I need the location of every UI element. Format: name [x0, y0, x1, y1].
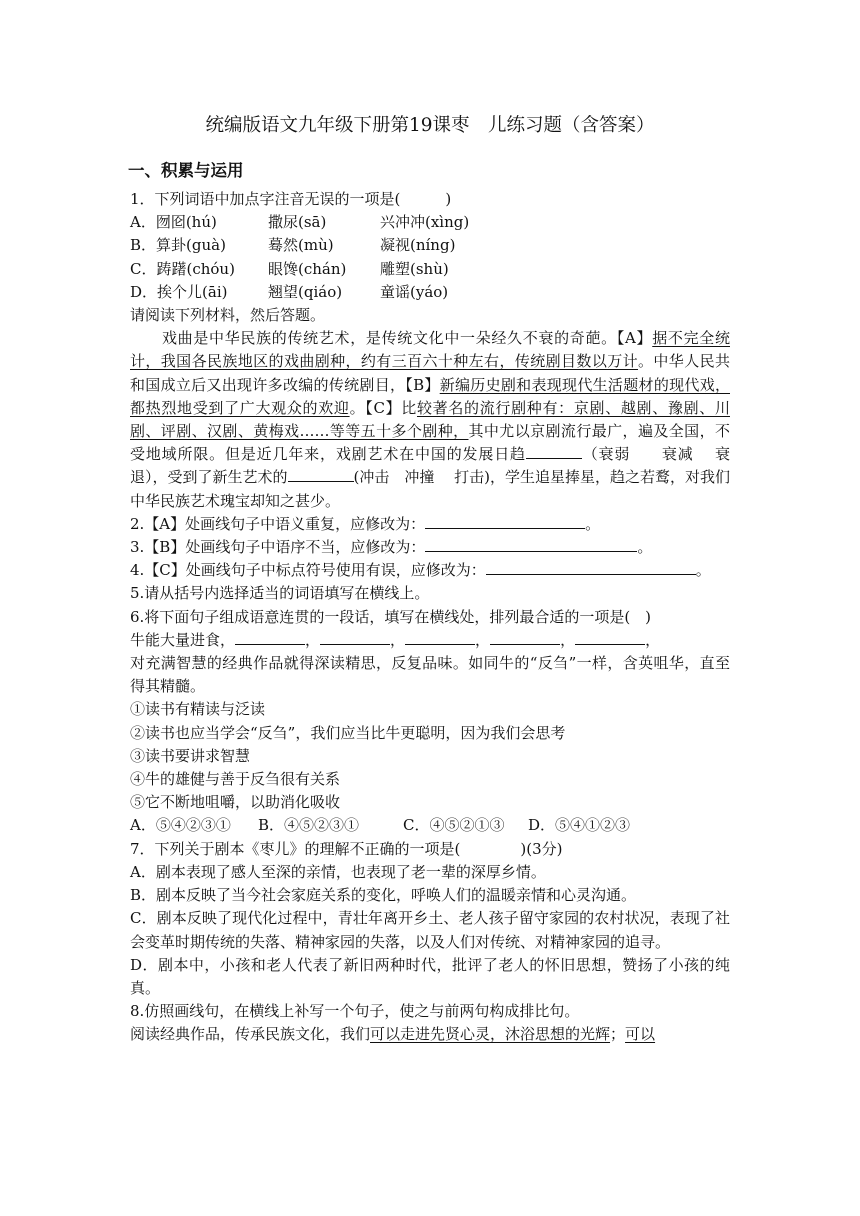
- q6-item-2: ②读书也应当学会“反刍”，我们应当比牛更聪明，因为我们会思考: [130, 723, 566, 742]
- q6-option-d: D．⑤④①②③: [528, 816, 631, 835]
- question-3: 3.【B】处画线句子中语序不当，应修改为： 。: [130, 538, 653, 557]
- q1-d-word1: D．挨个儿(āi): [130, 282, 228, 301]
- q1-stem: 1．下列词语中加点字注音无误的一项是( ): [130, 190, 452, 208]
- passage-text-3: 。【C】比: [349, 398, 417, 417]
- section-heading: 一、积累与运用: [128, 161, 244, 180]
- q8-text-1: 阅读经典作品，传承民族文化，我们: [130, 1025, 371, 1044]
- q8-stem: 8.仿照画线句，在横线上补写一个句子，使之与前两句构成排比句。: [130, 1002, 580, 1021]
- q6-blank-1[interactable]: [235, 630, 305, 645]
- q1-c-word3: 雕塑(shù): [380, 259, 449, 278]
- q6-stem: 6.将下面句子组成语意连贯的一段话，填写在横线处，排列最合适的一项是( ): [130, 607, 652, 626]
- underline-b: 新编历史剧和表现现代生活题材的现代戏，都热烈地受到了广大观众的欢迎: [130, 375, 730, 417]
- q6-tail: 对充满智慧的经典作品就得深读精思，反复品味。如同牛的“反刍”一样，含英咀华，直至得其精髓。: [130, 654, 730, 696]
- q1-option-a: [130, 211, 730, 234]
- q6-option-a: A．⑤④②③①: [130, 816, 231, 835]
- question-4: 4.【C】处画线句子中标点符号使用有误，应修改为： 。: [130, 561, 711, 580]
- q6-item-3: ③读书要讲求智慧: [130, 746, 251, 765]
- q8-sentence: [130, 1023, 730, 1046]
- question-2: 2.【A】处画线句子中语义重复，应修改为： 。: [130, 514, 601, 533]
- passage-text-1: 戏曲是中华民族的传统艺术，是传统文化中一朵经久不衰的奇葩。【A】: [162, 329, 653, 348]
- question-1: [130, 188, 730, 304]
- q8-underline-2: 可以: [625, 1025, 656, 1044]
- q1-option-b: [130, 234, 730, 257]
- q6-blank-2[interactable]: [320, 630, 390, 645]
- q1-d-word2: 翘望(qiáo): [268, 282, 343, 301]
- q7-option-a: A．剧本表现了感人至深的亲情，也表现了老一辈的深厚乡情。: [130, 862, 546, 881]
- question-6: [130, 606, 730, 838]
- underline-c: 较著名的流行剧种有：京剧、越剧、豫剧、川剧、评剧、汉剧、黄梅戏……等等五十多个剧种，: [130, 398, 730, 441]
- fill-blank-2[interactable]: [288, 467, 354, 482]
- q6-lead: 牛能大量进食，: [130, 630, 236, 649]
- q1-c-word1: C．踌躇(chóu): [130, 259, 235, 278]
- q6-options: [130, 814, 730, 837]
- q4-answer-blank[interactable]: [486, 560, 696, 575]
- q1-b-word1: B．算卦(guà): [130, 236, 226, 255]
- q2-answer-blank[interactable]: [425, 514, 585, 529]
- q1-a-word2: 撒尿(sā): [268, 213, 327, 232]
- fill-blank-1[interactable]: [526, 444, 582, 459]
- question-7: [130, 838, 730, 1000]
- q6-item-5: ⑤它不断地咀嚼，以助消化吸收: [130, 793, 341, 812]
- q7-option-d: D．剧本中，小孩和老人代表了新旧两种时代，批评了老人的怀旧思想，赞扬了小孩的纯真。: [130, 955, 730, 997]
- reading-intro: 请阅读下列材料，然后答题。: [130, 306, 326, 325]
- q2-text: 2.【A】处画线句子中语义重复，应修改为：: [130, 514, 426, 533]
- q6-option-b: B．④⑤②③①: [258, 816, 360, 835]
- document-page: [130, 112, 730, 1047]
- q6-item-4: ④牛的雄健与善于反刍很有关系: [130, 770, 341, 789]
- document-title: 统编版语文九年级下册第19课枣 儿练习题（含答案）: [205, 115, 655, 136]
- q1-option-c: [130, 258, 730, 281]
- passage-text-2: 。中华人民共和国成立后又出现许多改编的传统剧目，【B】: [130, 352, 730, 394]
- q1-d-word3: 童谣(yáo): [380, 282, 449, 301]
- q3-answer-blank[interactable]: [425, 537, 637, 552]
- question-8: [130, 1000, 730, 1046]
- q1-b-word3: 凝视(níng): [380, 236, 456, 255]
- q3-text: 3.【B】处画线句子中语序不当，应修改为：: [130, 538, 426, 557]
- passage-text-4: 其中尤以京剧流行最广，遍及全国，不受地域所限。但是近几年来，戏剧艺术在中国的发展日趋: [130, 422, 730, 464]
- q8-text-2: ；: [610, 1025, 626, 1044]
- q7-stem: 7．下列关于剧本《枣儿》的理解不正确的一项是( )(3分): [130, 839, 563, 858]
- q6-item-1: ①读书有精读与泛读: [130, 700, 266, 719]
- q8-underline-1: 可以走进先贤心灵，沐浴思想的光辉: [370, 1025, 611, 1044]
- q6-blank-3[interactable]: [405, 630, 475, 645]
- q1-a-word3: 兴冲冲(xìng): [380, 213, 470, 232]
- q7-option-c: C．剧本反映了现代化过程中，青壮年离开乡土、老人孩子留守家园的农村状况，表现了社会变革时期传统的失落、精神家园的失落，以及人们对传统、对精神家园的追寻。: [130, 909, 730, 951]
- q4-text: 4.【C】处画线句子中标点符号使用有误，应修改为：: [130, 561, 486, 580]
- q6-blanks-line: 牛能大量进食， ， ， ， ， ，: [130, 630, 661, 649]
- q6-option-c: C．④⑤②①③: [403, 816, 505, 835]
- q6-blank-5[interactable]: [575, 630, 645, 645]
- q1-a-word1: A．囫囵(hú): [130, 213, 217, 232]
- passage-text-6: (冲击 冲撞 打击)，学生追星捧星，趋之若鹜，对我们中华民族艺术瑰宝却知之甚少。: [130, 468, 730, 510]
- underline-a: 据不完全统计，我国各民族地区的戏曲剧种，约有三百六十种左右，传统剧目数以万计: [130, 329, 730, 371]
- passage-text-5: （衰弱 衰减 衰退），受到了新生艺术的: [130, 445, 730, 487]
- q1-option-d: [130, 281, 730, 304]
- q7-option-b: B．剧本反映了当今社会家庭关系的变化，呼唤人们的温暖亲情和心灵沟通。: [130, 886, 637, 905]
- reading-passage: [130, 327, 730, 513]
- q1-b-word2: 蓦然(mù): [268, 236, 334, 255]
- q1-c-word2: 眼馋(chán): [268, 259, 347, 278]
- q6-blank-4[interactable]: [490, 630, 560, 645]
- question-5: 5.请从括号内选择适当的词语填写在横线上。: [130, 584, 430, 603]
